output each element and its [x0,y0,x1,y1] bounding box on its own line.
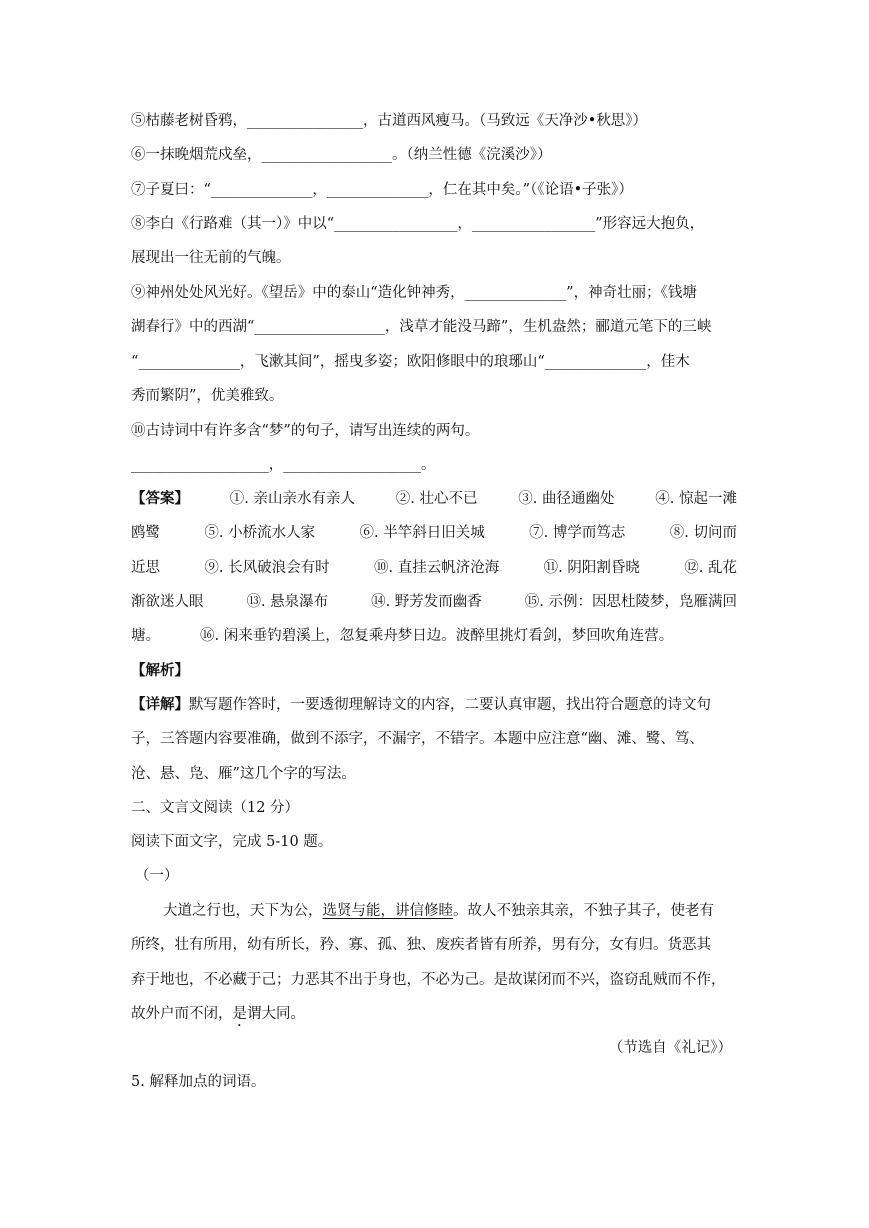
analysis-label: 【解析】 [131,662,189,679]
fill-blank-line: “______________，飞漱其间”，摇曳多姿；欧阳修眼中的琅琊山“______________，佳木 [131,354,690,370]
section-title: 二、文言文阅读（12 分） [131,800,300,816]
analysis-paragraph [131,695,711,715]
answer-item: ⑩. 直挂云帆济沧海 [374,560,500,576]
passage-line [163,901,714,921]
answer-item: ⑨. 长风破浪会有时 [204,560,330,576]
answer-item: ⑫. 乱花 [684,560,737,576]
answer-item: ⑬. 悬泉瀑布 [246,594,329,610]
fill-blank-line: ⑨神州处处风光好。《望岳》中的泰山“造化钟神秀，______________”，神奇壮丽；《钱塘 [131,285,697,301]
analysis-text: 默写题作答时，一要透彻理解诗文的内容，二要认真审题，找出符合题意的诗文句 [189,697,711,713]
section-instruction: 阅读下面文字，完成 5-10 题。 [131,834,333,850]
answer-item: ⑦. 博学而笃志 [529,525,626,541]
question-5: 5. 解释加点的词语。 [131,1074,266,1090]
answer-item: 渐欲迷人眼 [131,594,204,610]
fill-blank-line: ___________________，___________________。 [131,457,436,473]
answer-item: ⑮. 示例：因思杜陵梦，凫雁满回 [524,594,737,610]
passage-source: （节选自《礼记》） [608,1040,732,1056]
passage-text: 大道之行也，天下为公， [163,903,323,919]
answer-item: ⑥. 半竿斜日旧关城 [359,525,485,541]
answer-row [131,489,737,509]
fill-blank-line: ⑤枯藤老树昏鸦，________________，古道西风瘦马。（马致远《天净沙•秋思》） [131,113,648,129]
detail-label: 【详解】 [131,696,189,713]
passage-text: 故外户而不闭， [131,1006,233,1022]
answer-row [131,592,737,612]
answer-item: ⑤. 小桥流水人家 [204,525,316,541]
fill-blank-line: 湖春行》中的西湖“__________________，浅草才能没马蹄”，生机盎然；郦道元笔下的三峡 [131,319,712,335]
answer-item: 鸥鹭 [131,525,160,541]
dotted-word: 是 [232,1006,247,1022]
answer-row [131,626,673,646]
analysis-text: 沧、悬、凫、雁”这几个字的写法。 [131,766,356,782]
fill-blank-line: ⑥一抹晚烟荒戍垒，__________________。（纳兰性德《浣溪沙》） [131,147,552,163]
answer-item: ⑯. 闲来垂钓碧溪上，忽复乘舟梦日边。波醉里挑灯看剑，梦回吹角连营。 [200,628,674,644]
answer-item: ⑭. 野芳发而幽香 [371,594,482,610]
answer-item: 塘。 [131,628,160,644]
underlined-phrase: 选贤与能，讲信修睦 [322,903,453,919]
answer-item: ④. 惊起一滩 [655,491,737,507]
answer-item: ⑪. 阴阳割昏晓 [543,560,640,576]
answer-label: 【答案】 [131,490,189,507]
fill-blank-line: ⑩古诗词中有许多含“梦”的句子，请写出连续的两句。 [131,423,480,439]
answer-item: ①. 亲山亲水有亲人 [229,491,355,507]
answer-item: ⑧. 切问而 [669,525,737,541]
answer-row [131,558,737,578]
answer-row [131,523,737,543]
fill-blank-line: 展现出一往无前的气魄。 [131,250,291,266]
passage-line: 弃于地也，不必藏于己；力恶其不出于身也，不必为己。是故谋闭而不兴，盗窃乱贼而不作， [131,972,726,988]
fill-blank-line: 秀而繁阴”，优美雅致。 [131,388,284,404]
passage-line: 所终，壮有所用，幼有所长，矜、寡、孤、独、废疾者皆有所养，男有分，女有归。货恶其 [131,937,711,953]
answer-item: ③. 曲径通幽处 [518,491,615,507]
analysis-text: 子，三答题内容要准确，做到不添字，不漏字，不错字。本题中应注意“幽、滩、鹭、笃、 [131,731,704,747]
passage-text: 。故人不独亲其亲，不独子其子，使老有 [453,903,714,919]
answer-item: 近思 [131,560,160,576]
passage-line [131,1004,305,1030]
fill-blank-line: ⑦子夏曰：“______________，______________，仁在其中矣。”（《论语•子张》） [131,182,633,198]
fill-blank-line: ⑧李白《行路难（其一）》中以“_________________，_________________”形容远大抱负， [131,216,705,232]
part-label: （一） [135,868,179,884]
passage-text: 谓大同。 [247,1006,305,1022]
answer-item: ②. 壮心不已 [395,491,478,507]
